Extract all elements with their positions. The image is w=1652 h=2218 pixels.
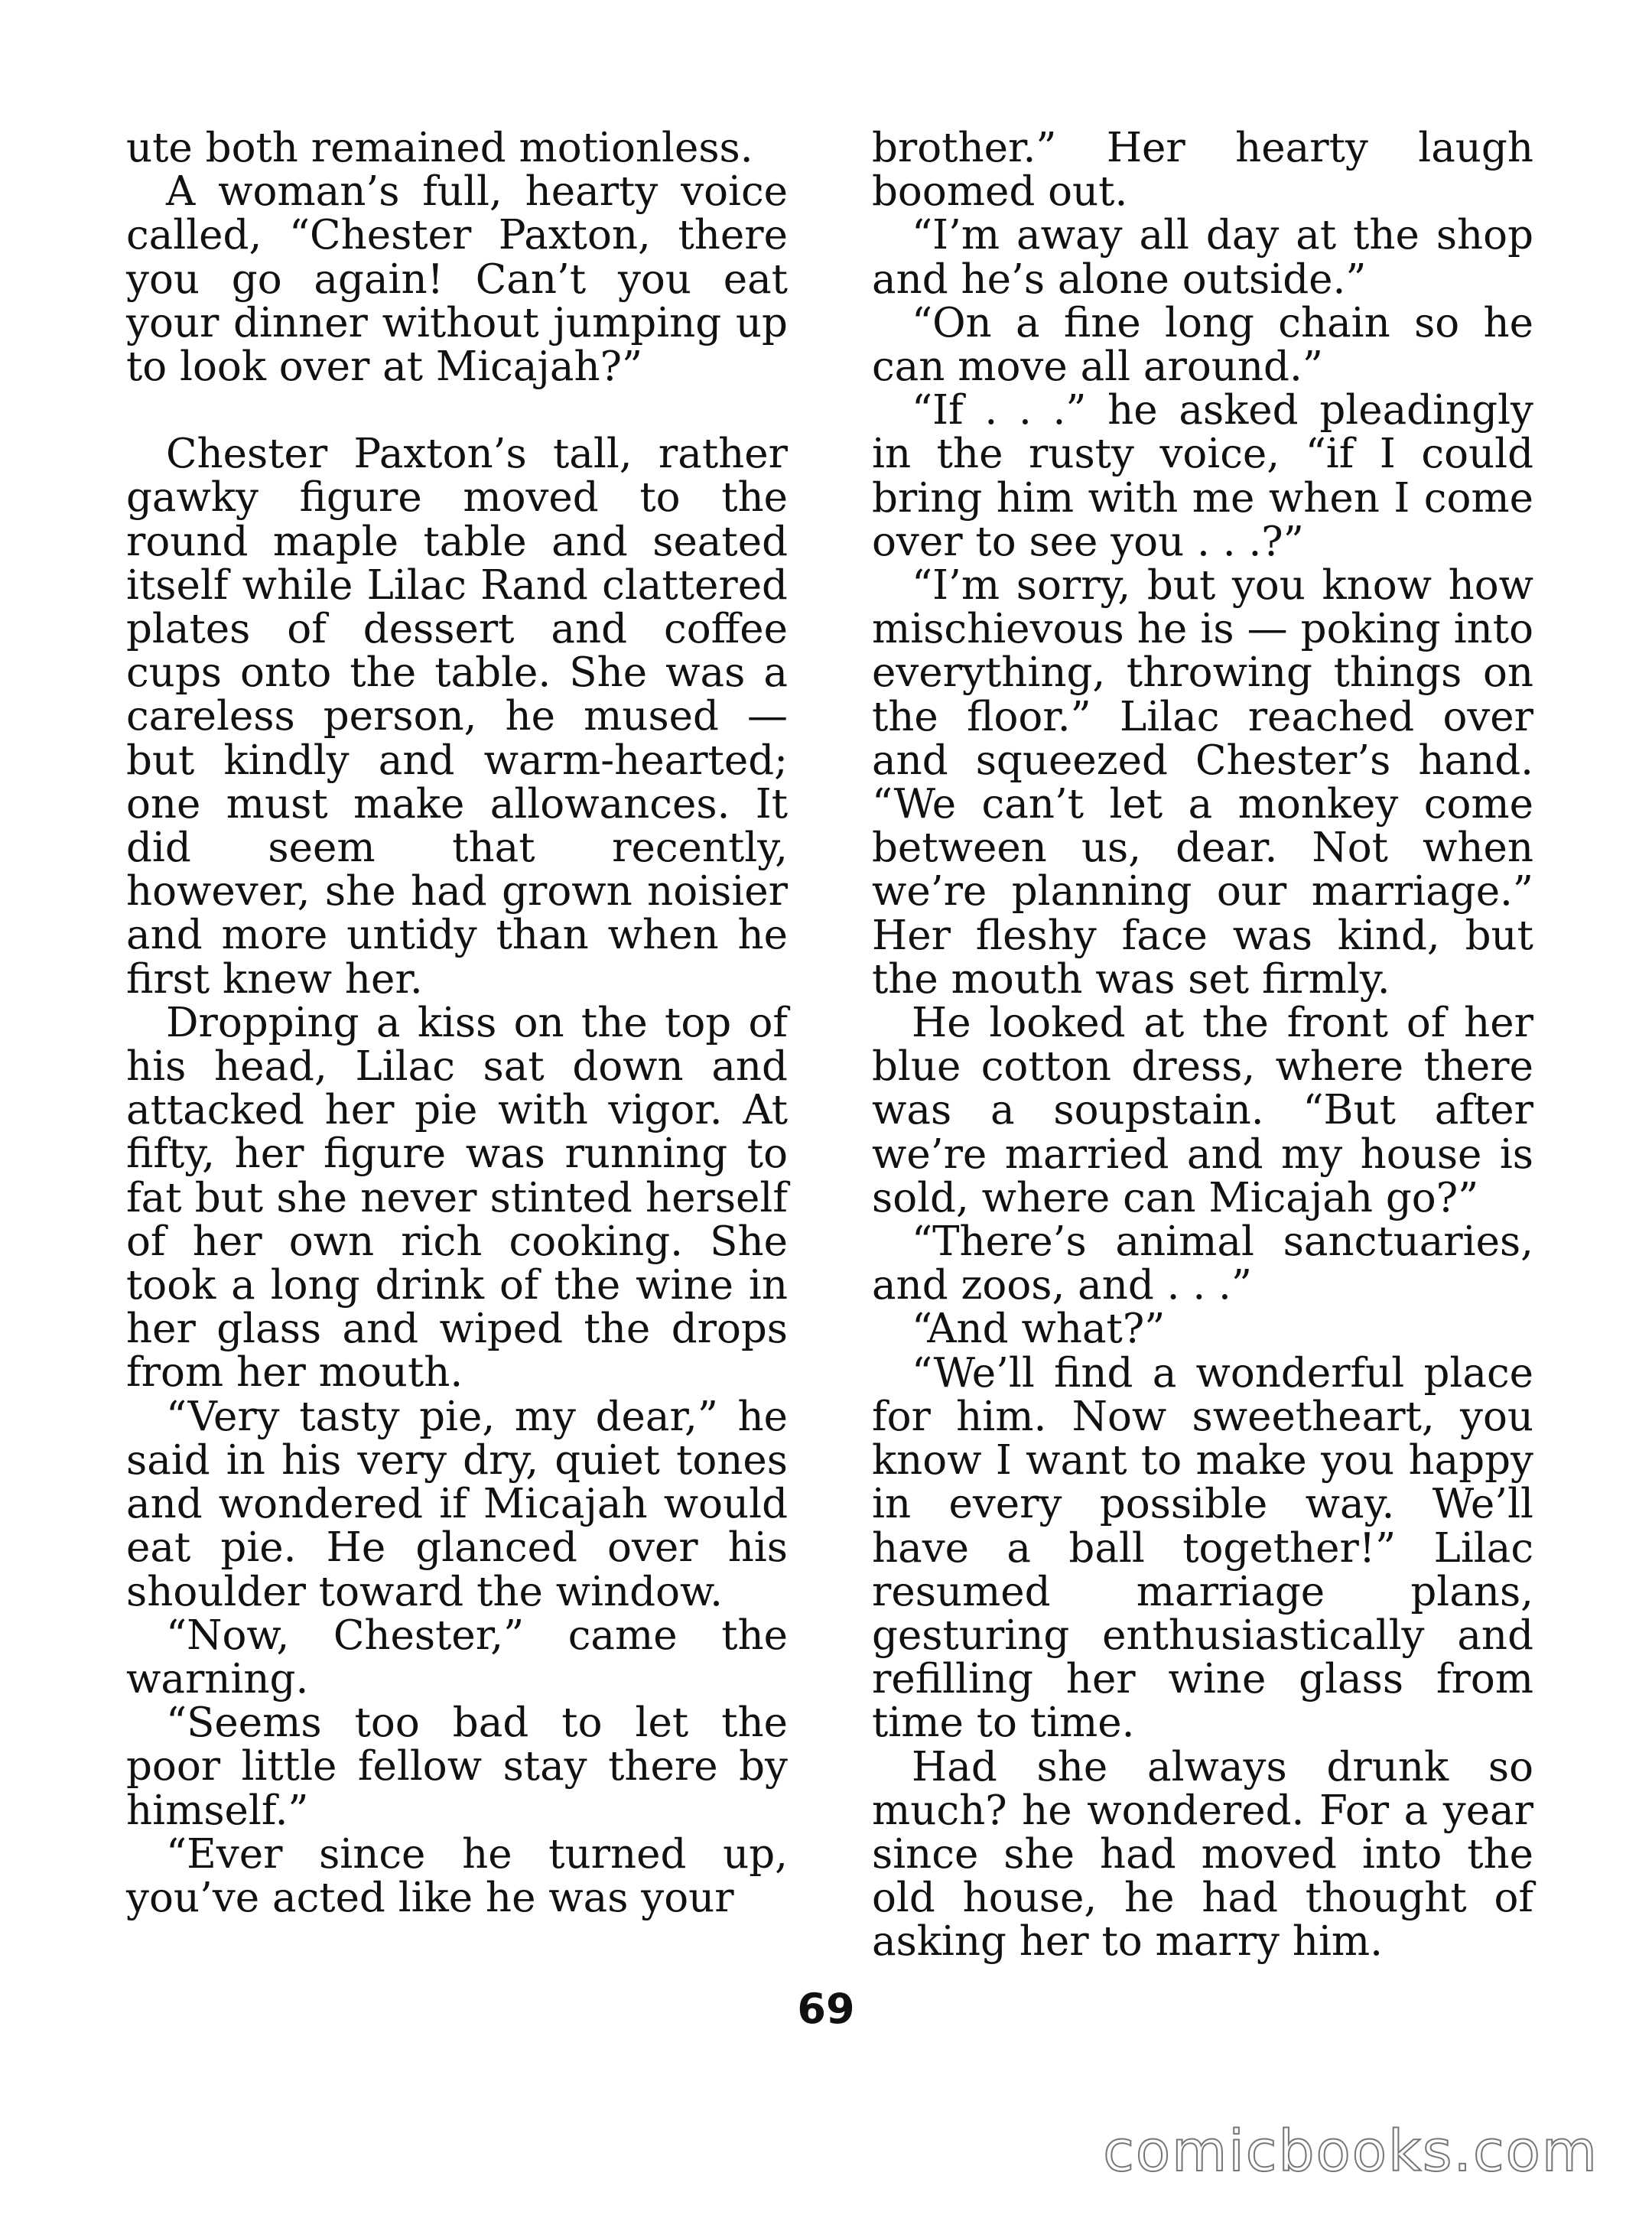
paragraph: “I’m away all day at the shop and he’s alone outside.” — [872, 212, 1533, 303]
paragraph: “If . . .” he asked pleadingly in the rusty voice, “if I could bring him with me when I come over to see you . . .?” — [872, 387, 1533, 565]
paragraph: “Seems too bad to let the poor little fellow stay there by himself.” — [126, 1699, 788, 1834]
paragraph: He looked at the front of her blue cotton dress, where there was a soupstain. “But after we’re married and my house is sold, where can Micajah go?” — [872, 1000, 1533, 1221]
paragraph: brother.” Her hearty laugh boomed out. — [872, 125, 1533, 216]
paragraph: “I’m sorry, but you know how mischievous he is — poking into everything, throwing things on the floor.” Lilac reached over and squeezed Chester’s hand. “We can’t let a monkey come between us, dear. Not when we’re planning our marriage.” Her fleshy face was kind, but the mouth was set firmly. — [872, 562, 1533, 1003]
page-number: 69 — [797, 1985, 855, 2033]
paragraph: “There’s animal sanctuaries, and zoos, and . . .” — [872, 1218, 1533, 1309]
paragraph: “And what?” — [912, 1306, 1166, 1353]
paragraph: “Ever since he turned up, you’ve acted like he was your — [126, 1830, 788, 1921]
paragraph: ute both remained motionless. — [126, 125, 753, 171]
left-text-column — [126, 126, 788, 1920]
paragraph: Had she always drunk so much? he wondered. For a year since she had moved into the old house, he had thought of asking her to marry him. — [872, 1743, 1533, 1966]
right-text-column — [872, 126, 1533, 1964]
paragraph: “Now, Chester,” came the warning. — [126, 1611, 788, 1703]
paragraph: A woman’s full, hearty voice called, “Chester Paxton, there you go again! Can’t you eat your dinner without jumping up to look over at Micajah?” — [126, 168, 788, 391]
paragraph: “Very tasty pie, my dear,” he said in his very dry, quiet tones and wondered if Micajah would eat pie. He glanced over his shoulder toward the window. — [126, 1393, 788, 1615]
paragraph: “On a fine long chain so he can move all around.” — [872, 299, 1533, 391]
paragraph: “We’ll find a wonderful place for him. Now sweetheart, you know I want to make you happy in every possible way. We’ll have a ball together!” Lilac resumed marriage plans, gesturing enthusiastically and refilling her wine glass from time to time. — [872, 1349, 1533, 1747]
paragraph: Chester Paxton’s tall, rather gawky figure moved to the round maple table and seated itself while Lilac Rand clattered plates of dessert and coffee cups onto the table. She was a careless person, he mused — but kindly and warm-hearted; one must make allowances. It did seem that recently, however, she had grown noisier and more untidy than when he first knew her. — [126, 431, 788, 1003]
paragraph: Dropping a kiss on the top of his head, Lilac sat down and attacked her pie with vigor. At fifty, her figure was running to fat but she never stinted herself of her own rich cooking. She took a long drink of the wine in her glass and wiped the drops from her mouth. — [126, 999, 788, 1397]
watermark-logo: comicbooks.com — [1103, 2119, 1598, 2184]
